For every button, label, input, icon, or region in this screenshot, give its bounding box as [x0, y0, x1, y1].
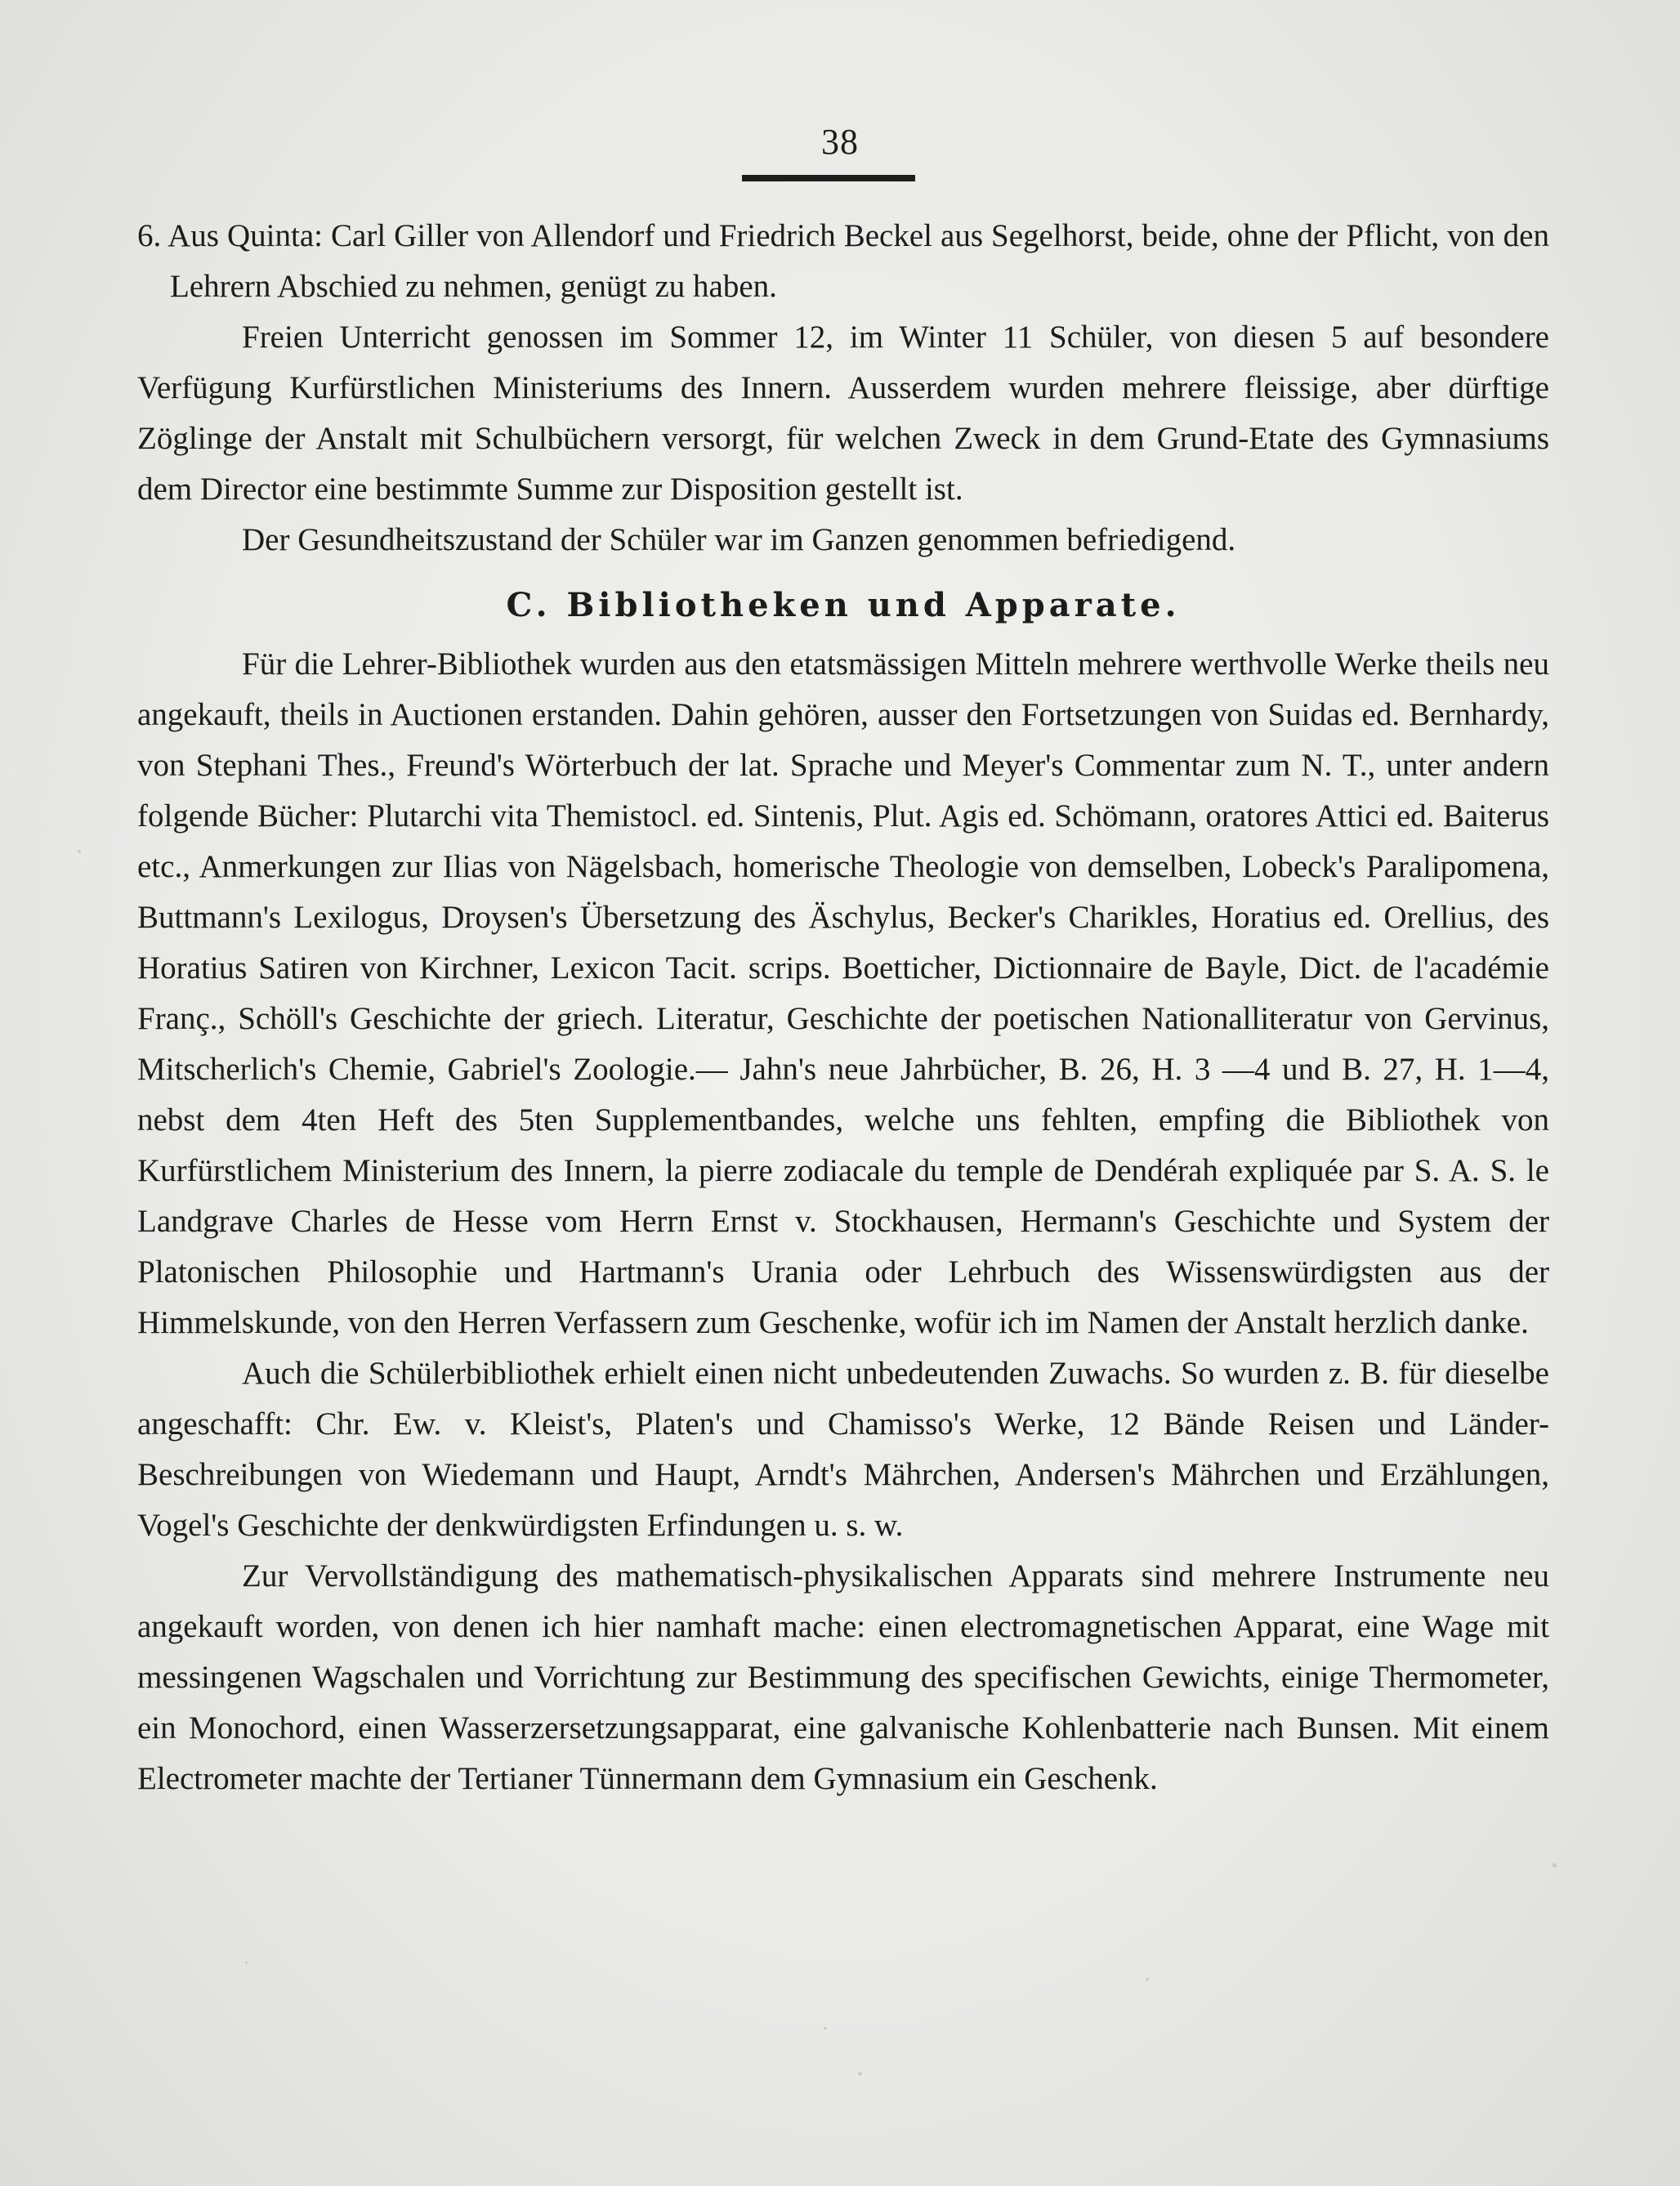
paragraph-health: Der Gesundheitszustand der Schüler war im Ganzen genommen befriedigend. [242, 522, 1236, 557]
page-number: 38 [821, 122, 859, 162]
paragraph-teacher-library: Für die Lehrer-Bibliothek wurden aus den etatsmässigen Mitteln mehrere werthvolle Werke theils neu angekauft, theils in Auctionen erstanden. Dahin gehören, ausser den Fortsetzungen von Suidas ed. Bernhardy, von Stephani Thes., Freund's Wörterbuch der lat. Sprache und Meyer's Commentar zum N. T., unter andern folgende Bücher: Plutarchi vita Themistocl. ed. Sintenis, Plut. Agis ed. Schömann, oratores Attici ed. Baiterus etc., Anmerkungen zur Ilias von Nägelsbach, homerische Theologie von demselben, Lobeck's Paralipomena, Buttmann's Lexilogus, Droysen's Übersetzung des Äschylus, Becker's Charikles, Horatius ed. Orellius, des Horatius Satiren von Kirchner, Lexicon Tacit. scrips. Boetticher, Dictionnaire de Bayle, Dict. de l'académie Franç., Schöll's Geschichte der griech. Literatur, Geschichte der poetischen Nationalliteratur von Gervinus, Mitscherlich's Chemie, Gabriel's Zoologie.— Jahn's neue Jahrbücher, B. 26, H. 3 —4 und B. 27, H. 1—4, nebst dem 4ten Heft des 5ten Supplementbandes, welche uns fehlten, empfing die Bibliothek von Kurfürstlichem Ministerium des Innern, la pierre zodiacale du temple de Dendérah expliquée par S. A. S. le Landgrave Charles de Hesse vom Herrn Ernst v. Stockhausen, Hermann's Geschichte und System der Platonischen Philosophie und Hartmann's Urania oder Lehrbuch des Wissenswürdigsten aus der Himmelskunde, von den Herren Verfassern zum Geschenke, wofür ich im Namen der Anstalt herzlich danke. [137, 646, 1549, 1340]
page-number-rule [742, 175, 915, 181]
paragraph-free-tuition: Freien Unterricht genossen im Sommer 12, im Winter 11 Schüler, von diesen 5 auf besondere Verfügung Kurfürstlichen Ministeriums des Innern. Ausserdem wurden mehrere fleissige, aber dürftige Zöglinge der Anstalt mit Schulbüchern versorgt, für welchen Zweck in dem Grund-Etate des Gymnasiums dem Director eine bestimmte Summe zur Disposition gestellt ist. [137, 320, 1549, 507]
paragraph-apparatus: Zur Vervollständigung des mathematisch-physikalischen Apparats sind mehrere Instrumente neu angekauft worden, von denen ich hier namhaft mache: einen electromagnetischen Apparat, eine Wage mit messingenen Wagschalen und Vorrichtung zur Bestimmung des specifischen Gewichts, einige Thermometer, ein Monochord, einen Wasserzersetzungsapparat, eine galvanische Kohlenbatterie nach Bunsen. Mit einem Electrometer machte der Tertianer Tünnermann dem Gymnasium ein Geschenk. [137, 1558, 1549, 1796]
body-text [137, 211, 1549, 1804]
paragraph-student-library: Auch die Schülerbibliothek erhielt einen nicht unbedeutenden Zuwachs. So wurden z. B. für dieselbe angeschafft: Chr. Ew. v. Kleist's, Platen's und Chamisso's Werke, 12 Bände Reisen und Länder-Beschreibungen von Wiedemann und Haupt, Arndt's Mährchen, Andersen's Mährchen und Erzählungen, Vogel's Geschichte der denkwürdigsten Erfindungen u. s. w. [137, 1356, 1549, 1543]
section-heading-c: C. Bibliotheken und Apparate. [506, 586, 1181, 624]
paragraph-quinta: 6. Aus Quinta: Carl Giller von Allendorf und Friedrich Beckel aus Segelhorst, beide, ohne der Pflicht, von den Lehrern Abschied zu nehmen, genügt zu haben. [137, 218, 1549, 304]
